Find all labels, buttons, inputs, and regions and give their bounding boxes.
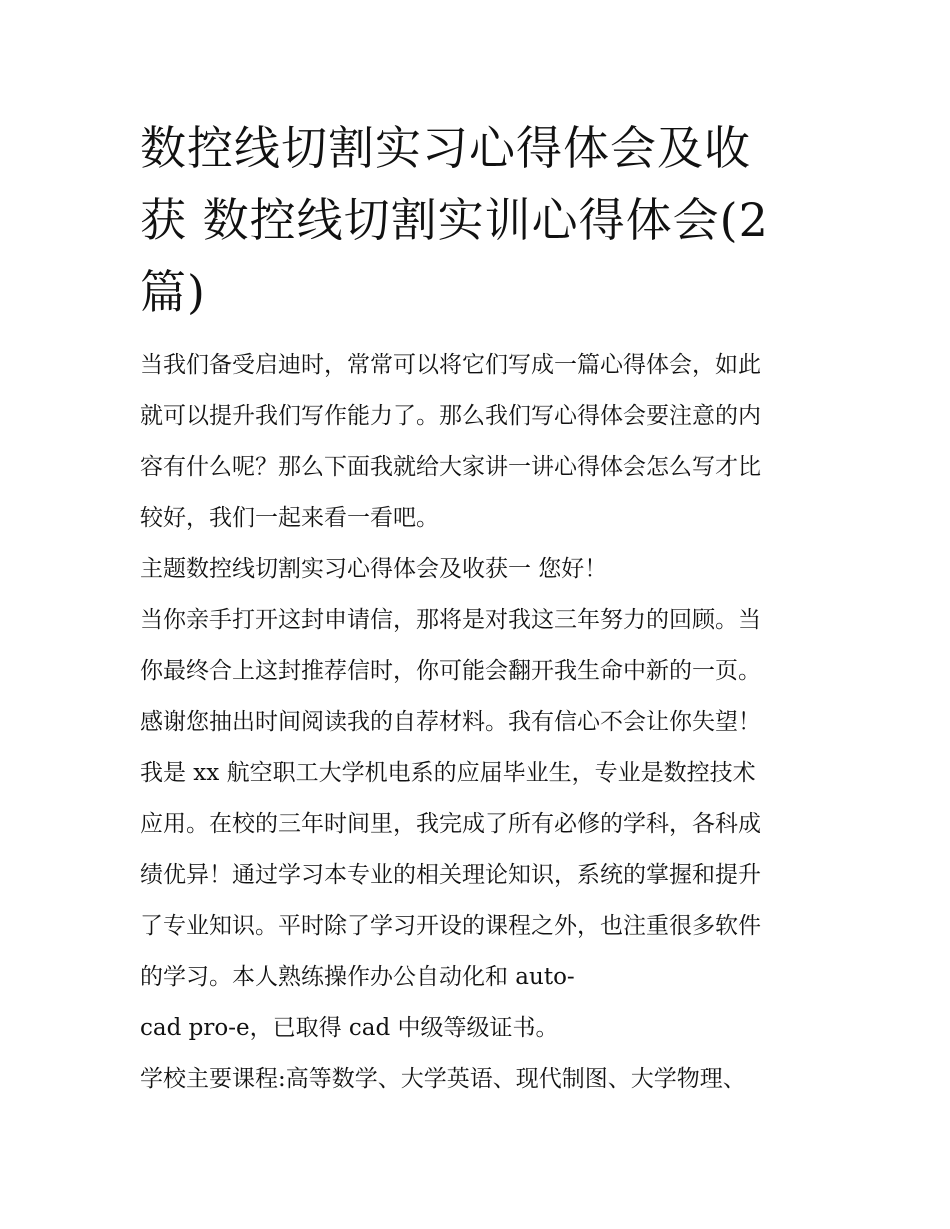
body-line: 应用。在校的三年时间里，我完成了所有必修的学科，各科成 xyxy=(140,811,761,837)
body-line: 当我们备受启迪时，常常可以将它们写成一篇心得体会，如此 xyxy=(140,352,761,378)
document-body xyxy=(140,340,812,1105)
body-line: 容有什么呢？那么下面我就给大家讲一讲心得体会怎么写才比 xyxy=(140,454,761,480)
body-line: 了专业知识。平时除了学习开设的课程之外，也注重很多软件 xyxy=(140,913,761,939)
title-line: 数控线切割实习心得体会及收 xyxy=(140,121,751,175)
title-line: 篇) xyxy=(140,265,206,319)
body-line: 学校主要课程:高等数学、大学英语、现代制图、大学物理、 xyxy=(140,1066,746,1092)
body-line: 感谢您抽出时间阅读我的自荐材料。我有信心不会让你失望！ xyxy=(140,709,761,735)
document-title xyxy=(140,112,812,328)
body-line: 我是 xx 航空职工大学机电系的应届毕业生，专业是数控技术 xyxy=(140,760,756,786)
title-line: 获 数控线切割实训心得体会(2 xyxy=(140,193,769,247)
document-page xyxy=(140,112,812,1105)
body-line: 当你亲手打开这封申请信，那将是对我这三年努力的回顾。当 xyxy=(140,607,761,633)
body-line: 较好，我们一起来看一看吧。 xyxy=(140,505,439,531)
body-line: 就可以提升我们写作能力了。那么我们写心得体会要注意的内 xyxy=(140,403,761,429)
body-line: cad pro-e，已取得 cad 中级等级证书。 xyxy=(140,1015,559,1041)
body-line: 主题数控线切割实习心得体会及收获一 您好！ xyxy=(140,556,608,582)
body-line: 你最终合上这封推荐信时，你可能会翻开我生命中新的一页。 xyxy=(140,658,761,684)
body-line: 绩优异！通过学习本专业的相关理论知识，系统的掌握和提升 xyxy=(140,862,761,888)
body-line: 的学习。本人熟练操作办公自动化和 auto- xyxy=(140,964,575,990)
